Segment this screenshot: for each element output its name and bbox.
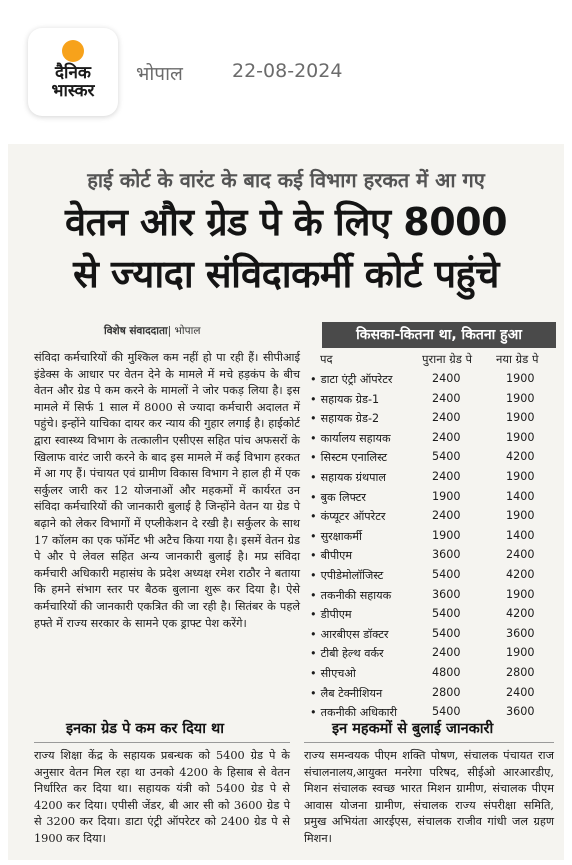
table-cell-old: 4800 bbox=[432, 665, 461, 679]
sun-icon bbox=[62, 40, 84, 62]
section-title-departments: इन महकमों से बुलाई जानकारी bbox=[332, 721, 494, 737]
table-row bbox=[310, 370, 558, 390]
table-row bbox=[310, 488, 558, 508]
table-cell-post: • तकनीकी सहायक bbox=[310, 588, 412, 603]
article-body: संविदा कर्मचारियों की मुश्किल कम नहीं हो पा रही हैं। सीपीआई इंडेक्स के आधार पर वेतन देने के मामले में मचे हड़कंप के बीच वेतन और ग्रेड पे कम करने के मामलों ने जोर पकड़ लिया है। इस मामले में सिर्फ 1 साल में 8000 से ज्यादा कर्मचारी अदालत में पहुंचे। इन्होंने याचिका दायर कर न्याय की गुहार लगाई है। हाईकोर्ट द्वारा स्वास्थ्य विभाग के तत्कालीन एसीएस सहित पांच अफसरों के खिलाफ वारंट जारी करने के बाद इस मामले में कई विभाग हरकत में आ गए हैं। पंचायत एवं ग्रामीण विकास विभाग ने हाल ही में एक सर्कुलर जारी कर 12 योजनाओं और महकमों में कार्यरत उन संविदा कर्मचारियों की जानकारी बुलाई है जिन्होंने वेतन या ग्रेड पे बढ़ाने को लेकर विभागों में एप्लीकेशन दे रखी है। सर्कुलर के साथ 17 कॉलम का एक फॉर्मेट भी अटैच किया गया है। इसमें वेतन ग्रेड पे और पे लेवल सहित अन्य जानकारी बुलाई है। मप्र संविदा कर्मचारी अधिकारी महासंघ के प्रदेश अध्यक्ष रमेश राठौर ने बताया कि हमने संभाग स्तर पर बैठक बुलाना शुरू कर दिया है। ऐसे कर्मचारियों की जानकारी एकत्रित की जा रही है। सितंबर के पहले हफ्ते में राज्य सरकार के सामने एक ड्राफ्ट पेश करेंगे। bbox=[34, 351, 300, 630]
table-cell-new: 1400 bbox=[506, 489, 535, 503]
table-cell-post: • कार्यालय सहायक bbox=[310, 431, 412, 446]
table-row bbox=[310, 390, 558, 410]
logo-text-line1: दैनिक bbox=[55, 63, 91, 83]
headline-line-2: से ज्यादा संविदाकर्मी कोर्ट पहुंचे bbox=[73, 252, 499, 296]
app-header bbox=[0, 0, 572, 140]
column-post: पद bbox=[320, 352, 333, 366]
table-cell-new: 1900 bbox=[506, 509, 535, 523]
table-cell-old: 3600 bbox=[432, 548, 461, 562]
table-cell-old: 2400 bbox=[432, 469, 461, 483]
table-cell-new: 1900 bbox=[506, 372, 535, 385]
table-row bbox=[310, 468, 558, 488]
table-row bbox=[310, 527, 558, 547]
table-row bbox=[310, 507, 558, 527]
table-cell-post: • एपीडेमोलॉजिस्ट bbox=[310, 568, 412, 583]
table-row bbox=[310, 664, 558, 684]
byline bbox=[104, 324, 200, 338]
table-cell-post: • सुरक्षाकर्मी bbox=[310, 529, 412, 544]
table-cell-new: 1900 bbox=[506, 469, 535, 483]
edition-date: 22-08-2024 bbox=[232, 60, 343, 82]
table-cell-new: 4200 bbox=[506, 607, 535, 621]
table-cell-old: 2400 bbox=[432, 430, 461, 444]
table-cell-old: 5400 bbox=[432, 567, 461, 581]
table-cell-new: 3600 bbox=[506, 626, 535, 640]
table-cell-old: 1900 bbox=[432, 528, 461, 542]
table-cell-new: 1900 bbox=[506, 411, 535, 425]
table-cell-new: 1900 bbox=[506, 391, 535, 405]
table-row bbox=[310, 644, 558, 664]
logo-text-line2: भास्कर bbox=[51, 81, 95, 101]
table-cell-new: 1900 bbox=[506, 587, 535, 601]
table-row bbox=[310, 429, 558, 449]
table-cell-new: 1400 bbox=[506, 528, 535, 542]
table-title: किसका-कितना था, कितना हुआ bbox=[322, 322, 556, 348]
table-cell-post: • सीएचओ bbox=[310, 666, 412, 681]
table-cell-post: • बीपीएम bbox=[310, 548, 412, 563]
table-header-row bbox=[310, 350, 558, 370]
table-cell-post: • सहायक ग्रेड-1 bbox=[310, 392, 412, 407]
table-cell-old: 2800 bbox=[432, 685, 461, 699]
table-cell-post: • आरबीएस डॉक्टर bbox=[310, 627, 412, 642]
table-cell-old: 5400 bbox=[432, 450, 461, 464]
grade-pay-table bbox=[310, 350, 558, 723]
table-cell-post: • लैब टेक्नीशियन bbox=[310, 686, 412, 701]
table-cell-post: • तकनीकी अधिकारी bbox=[310, 705, 412, 720]
table-cell-new: 2400 bbox=[506, 548, 535, 562]
table-cell-old: 5400 bbox=[432, 607, 461, 621]
table-cell-new: 1900 bbox=[506, 430, 535, 444]
table-cell-old: 2400 bbox=[432, 646, 461, 660]
table-cell-new: 4200 bbox=[506, 450, 535, 464]
table-cell-new: 3600 bbox=[506, 705, 535, 719]
headline-line-1: वेतन और ग्रेड पे के लिए 8000 bbox=[64, 200, 508, 244]
table-row bbox=[310, 684, 558, 704]
table-cell-new: 4200 bbox=[506, 567, 535, 581]
section-text-departments: राज्य समन्वयक पीएम शक्ति पोषण, संचालक पंचायत राज संचालनालय,आयुक्त मनरेगा परिषद, सीईओ आरआरडीए, मिशन संचालक स्वच्छ भारत मिशन ग्रामीण, संचालक पीएम आवास योजना ग्रामीण, संचालक राज्य संपरीक्षा समिति, प्रमुख अभियंता आरईएस, संचालक राजीव गांधी जल ग्रहण मिशन। bbox=[304, 749, 554, 845]
table-cell-post: • कंप्यूटर ऑपरेटर bbox=[310, 509, 412, 524]
table-cell-old: 2400 bbox=[432, 509, 461, 523]
column-new-grade-pay: नया ग्रेड पे bbox=[496, 352, 539, 366]
table-cell-old: 2400 bbox=[432, 372, 461, 385]
table-cell-old: 1900 bbox=[432, 489, 461, 503]
table-cell-new: 2400 bbox=[506, 685, 535, 699]
byline-author: विशेष संवाददाता bbox=[104, 325, 168, 337]
edition-city: भोपाल bbox=[136, 63, 183, 85]
table-body bbox=[310, 370, 558, 723]
section-divider-right bbox=[304, 742, 554, 743]
table-row bbox=[310, 566, 558, 586]
table-cell-post: • सहायक ग्रेड-2 bbox=[310, 411, 412, 426]
table-cell-old: 5400 bbox=[432, 705, 461, 719]
table-cell-old: 3600 bbox=[432, 587, 461, 601]
table-cell-new: 1900 bbox=[506, 646, 535, 660]
byline-city: भोपाल bbox=[174, 325, 201, 337]
section-text-reduced: राज्य शिक्षा केंद्र के सहायक प्रबन्धक को 5400 ग्रेड पे के अनुसार वेतन मिल रहा था उनको 4200 के हिसाब से वेतन निर्धारित कर दिया था। सहायक यंत्री को 5400 ग्रेड पे से 4200 कर दिया। एपीसी जेंडर, बी आर सी को 3600 ग्रेड पे से 3200 कर दिया। डाटा एंट्री ऑपरेटर को 2400 ग्रेड पे से 1900 कर दिया। bbox=[34, 749, 290, 845]
section-divider-left bbox=[34, 742, 290, 743]
dainik-bhaskar-logo[interactable] bbox=[28, 28, 118, 116]
news-clipping[interactable] bbox=[8, 144, 564, 860]
column-old-grade-pay: पुराना ग्रेड पे bbox=[422, 352, 473, 366]
table-cell-new: 2800 bbox=[506, 665, 535, 679]
table-cell-post: • डाटा एंट्री ऑपरेटर bbox=[310, 372, 412, 387]
article-headline bbox=[8, 196, 564, 300]
table-cell-post: • बुक लिफ्टर bbox=[310, 490, 412, 505]
table-row bbox=[310, 448, 558, 468]
table-cell-post: • सहायक ग्रंथपाल bbox=[310, 470, 412, 485]
table-cell-old: 2400 bbox=[432, 391, 461, 405]
table-row bbox=[310, 546, 558, 566]
table-row bbox=[310, 625, 558, 645]
section-title-reduced: इनका ग्रेड पे कम कर दिया था bbox=[66, 721, 225, 737]
table-cell-old: 5400 bbox=[432, 626, 461, 640]
table-row bbox=[310, 409, 558, 429]
table-cell-post: • सिस्टम एनालिस्ट bbox=[310, 450, 412, 465]
table-cell-post: • टीबी हेल्थ वर्कर bbox=[310, 646, 412, 661]
article-kicker: हाई कोर्ट के वारंट के बाद कई विभाग हरकत में आ गए bbox=[87, 168, 485, 192]
table-cell-post: • डीपीएम bbox=[310, 607, 412, 622]
table-cell-old: 2400 bbox=[432, 411, 461, 425]
table-row bbox=[310, 586, 558, 606]
table-row bbox=[310, 605, 558, 625]
byline-separator: | bbox=[167, 325, 175, 337]
